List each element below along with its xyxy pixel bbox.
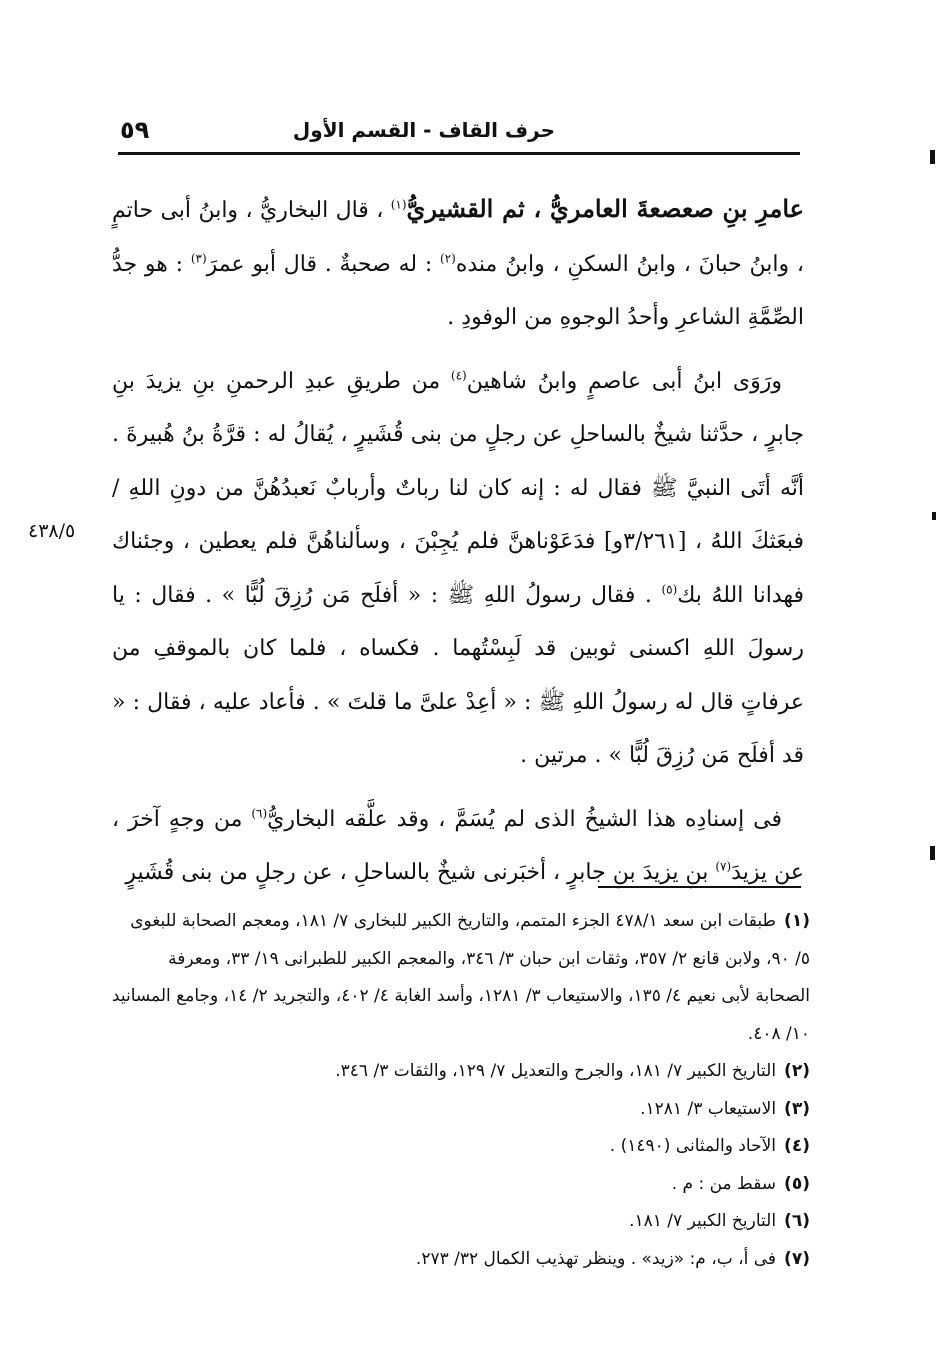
edge-mark-middle bbox=[932, 512, 936, 520]
footnote-6 bbox=[110, 1203, 810, 1241]
footnote-7 bbox=[110, 1241, 810, 1279]
footnote-text: طبقات ابن سعد ٤٧٨/١ الجزء المتمم، والتاريخ الكبير للبخارى ٧/ ١٨١، ومعجم الصحابة للبغوى ٥/ ٩٠، ولابن قانع ٢/ ٣٥٧، وثقات ابن حبان ٣/ ٣٤٦، والمعجم الكبير للطبرانى ١٩/ ٣٣، ومعرفة الصحابة لأبى نعيم ٤/ ١٣٥، والاستيعاب ٣/ ١٢٨١، وأسد الغابة ٤/ ٤٠٢، والتجريد ٢/ ١٤، وجامع المسانيد ١٠/ ٤٠٨. bbox=[111, 911, 810, 1044]
footnote-1 bbox=[110, 903, 810, 1053]
footnote-ref-2[interactable]: (٢) bbox=[440, 251, 456, 266]
footnote-text: الآحاد والمثانى (١٤٩٠) . bbox=[609, 1136, 777, 1156]
footnote-ref-4[interactable]: (٤) bbox=[450, 368, 467, 383]
footnote-ref-7[interactable]: (٧) bbox=[715, 859, 732, 874]
paragraph-1 bbox=[112, 182, 804, 345]
footnote-text: الاستيعاب ٣/ ١٢٨١. bbox=[640, 1098, 777, 1119]
paragraph-2-text-b: من طريقِ عبدِ الرحمنِ بنِ يزيدَ بنِ جابرٍ ، حدَّثنا شيخٌ بالساحلِ عن رجلٍ من بنى قُشَيرٍ ، يُقالُ له : قرَّةُ بنُ هُبيرةَ . أنَّه أتَى النبيَّ ﷺ فقال له : إنه كان لنا رباتٌ وأربابٌ نَعبدُهُنَّ من دونِ اللهِ /فبعَثكَ اللهُ ، [٣/٢٦١و] فدَعَوْناهنَّ فلم يُجِبْنَ ، وسألناهُنَّ فلم يعطين ، وجئناك فهدانا اللهُ بك bbox=[112, 368, 805, 608]
footnote-4 bbox=[110, 1128, 810, 1166]
footnote-number: (٦) bbox=[784, 1211, 810, 1231]
footnote-2 bbox=[110, 1053, 810, 1091]
footnote-number: (٢) bbox=[784, 1061, 810, 1081]
footnote-number: (٣) bbox=[784, 1098, 810, 1119]
paragraph-1-text-c: : هو جدُّ الصِّمَّةِ الشاعرِ وأحدُ الوجوهِ من الوفودِ . bbox=[112, 251, 804, 330]
edge-mark-bottom bbox=[930, 846, 935, 860]
margin-reference: ٤٣٨/٥ bbox=[28, 520, 76, 542]
paragraph-2-text-a: ورَوَى ابنُ أبى عاصمٍ وابنُ شاهين bbox=[466, 368, 783, 394]
footnote-ref-6[interactable]: (٦) bbox=[251, 806, 268, 821]
edge-mark-top bbox=[930, 150, 935, 164]
footnote-3 bbox=[110, 1091, 810, 1129]
footnote-text: سقط من : م . bbox=[671, 1173, 777, 1194]
footnote-text: فى أ، ب، م: «زيد» . وينظر تهذيب الكمال ٣٢/ ٢٧٣. bbox=[415, 1248, 777, 1269]
header-rule bbox=[118, 152, 800, 155]
main-text bbox=[112, 182, 804, 900]
paragraph-3-text-b: من وجهٍ آخرَ ، عن يزيدَ bbox=[112, 806, 804, 885]
paragraph-1-text-b: : له صحبةٌ . قال أبو عمرَ bbox=[206, 251, 441, 277]
paragraph-2 bbox=[112, 355, 804, 783]
footnote-number: (١) bbox=[784, 911, 810, 931]
footnote-number: (٤) bbox=[784, 1136, 810, 1156]
paragraph-3-text-a: فى إسنادِه هذا الشيخُ الذى لم يُسَمَّ ، وقد علَّقه البخاريُّ bbox=[267, 806, 782, 832]
paragraph-3-text-c: بنِ يزيدَ بنِ جابرٍ ، أخبَرنى شيخٌ بالساحلِ ، عن رجلٍ من بنى قُشَيرٍ bbox=[125, 860, 716, 885]
footnote-ref-5[interactable]: (٥) bbox=[661, 582, 678, 597]
running-title: حرف القاف - القسم الأول bbox=[292, 118, 555, 142]
paragraph-2-text-c: . فقال رسولُ اللهِ ﷺ : « أفلَح مَن رُزِقَ لُبًّا » . فقال : يا رسولَ اللهِ اكسنى ثوبين قد لَبِسْتُهما . فكساه ، فلما كان بالموقفِ من عرفاتٍ قال له رسولُ اللهِ ﷺ : « أعِدْ علىَّ ما قلتَ » . فأعاد عليه ، فقال : « قد أفلَح مَن رُزِقَ لُبًّا » . مرتين . bbox=[112, 582, 804, 768]
footnote-text: التاريخ الكبير ٧/ ١٨١. bbox=[629, 1211, 777, 1231]
paragraph-1-text-a: ، قال البخاريُّ ، وابنُ أبى حاتمٍ ، وابنُ حبانَ ، وابنُ السكنِ ، وابنُ منده bbox=[112, 198, 805, 277]
entry-name: عامرِ بنِ صعصعةَ العامريُّ ، ثم القشيريُّ bbox=[406, 194, 804, 223]
footnote-number: (٥) bbox=[784, 1173, 810, 1194]
footnote-5 bbox=[110, 1166, 810, 1204]
page-header bbox=[120, 112, 800, 148]
footnotes bbox=[110, 903, 810, 1278]
footnote-ref-3[interactable]: (٣) bbox=[190, 251, 207, 266]
page-number: ٥٩ bbox=[120, 116, 150, 144]
footnote-ref-1[interactable]: (١) bbox=[390, 197, 407, 212]
footnote-number: (٧) bbox=[784, 1248, 810, 1269]
paragraph-3 bbox=[112, 793, 804, 900]
footnote-text: التاريخ الكبير ٧/ ١٨١، والجرح والتعديل ٧/ ١٢٩، والثقات ٣/ ٣٤٦. bbox=[335, 1061, 777, 1081]
footnote-separator bbox=[598, 886, 801, 888]
